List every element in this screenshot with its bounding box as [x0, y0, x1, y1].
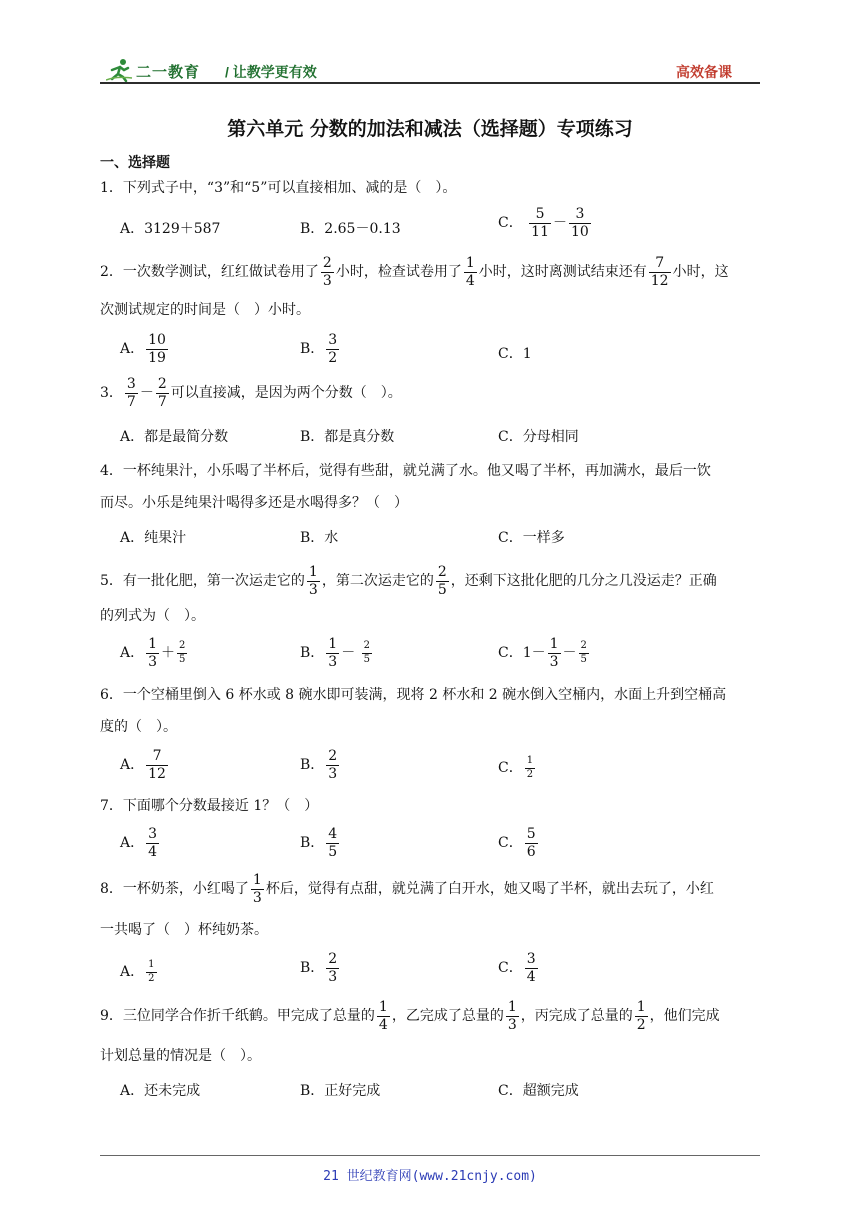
operator: －: [553, 215, 567, 232]
q1-option-b: B．2.65－0.13: [300, 221, 401, 237]
q8-option-c: [498, 952, 540, 984]
fraction: [125, 377, 138, 409]
numerator: 1: [526, 755, 534, 766]
header-right-label: 高效备课: [676, 64, 732, 80]
fraction: [362, 641, 372, 665]
question-9-line-1: [100, 1000, 720, 1032]
q9-text: ，乙完成了总量的: [391, 1008, 504, 1025]
numerator: 1: [507, 999, 517, 1015]
q1-option-a: A．3129＋587: [120, 221, 221, 237]
q5-text: 5．有一批化肥，第一次运走它的: [100, 573, 305, 590]
operator: －: [562, 645, 577, 662]
runner-logo-icon: [106, 58, 134, 82]
option-prefix: A．: [120, 835, 145, 852]
numerator: 1: [252, 872, 262, 888]
denominator: 2: [148, 972, 155, 984]
fraction: [326, 952, 339, 984]
fraction: [548, 637, 561, 669]
denominator: 3: [322, 272, 332, 289]
q2-text: 小时，检查试卷用了: [335, 264, 462, 281]
option-prefix: A．: [120, 757, 145, 774]
fraction: [635, 1000, 648, 1032]
fraction: [464, 256, 477, 288]
denominator: 2: [636, 1016, 646, 1033]
fraction: [436, 565, 449, 597]
option-prefix: B．: [300, 757, 325, 774]
option-prefix: B．: [300, 960, 325, 977]
option-prefix: B．: [300, 645, 325, 662]
denominator: 11: [531, 223, 549, 240]
fraction: [307, 565, 320, 597]
option-prefix: C．: [498, 960, 523, 977]
question-1: 1．下列式子中，“3”和“5”可以直接相加、减的是（ ）。: [100, 180, 457, 196]
question-2-line-1: [100, 256, 729, 288]
denominator: 3: [328, 765, 338, 782]
numerator: 1: [636, 999, 646, 1015]
q2-text: 小时，这时离测试结束还有: [478, 264, 647, 281]
page-title: 第六单元 分数的加法和减法（选择题）专项练习: [227, 118, 633, 140]
q4-option-c: C．一样多: [498, 530, 565, 546]
fraction: [251, 873, 264, 905]
q7-option-b: [300, 827, 341, 859]
numerator: 3: [148, 826, 158, 842]
q7-option-c: [498, 827, 540, 859]
q8-text: 杯后，觉得有点甜，就兑满了白开水，她又喝了半杯，就出去玩了，小红: [265, 881, 714, 898]
footer-link[interactable]: 21 世纪教育网(www.21cnjy.com): [323, 1169, 537, 1184]
denominator: 5: [580, 653, 587, 665]
denominator: 5: [437, 581, 447, 598]
question-7: 7．下面哪个分数最接近 1？（ ）: [100, 798, 319, 814]
question-3: [100, 377, 402, 409]
fraction: [326, 333, 339, 365]
fraction: [326, 827, 339, 859]
q9-option-a: A．还未完成: [120, 1083, 201, 1099]
q3-option-c: C．分母相同: [498, 429, 579, 445]
q3-option-b: B．都是真分数: [300, 429, 395, 445]
numerator: 2: [328, 951, 338, 967]
denominator: 2: [526, 768, 534, 780]
denominator: 5: [363, 653, 371, 665]
fraction: [146, 960, 156, 984]
question-6-line-1: 6．一个空桶里倒入 6 杯水或 8 碗水即可装满，现将 2 杯水和 2 碗水倒入空桶内，水面上升到空桶高: [100, 687, 727, 703]
denominator: 3: [549, 653, 559, 670]
header-slogan: / 让教学更有效: [225, 64, 317, 80]
numerator: 10: [148, 332, 166, 348]
denominator: 7: [126, 393, 136, 410]
numerator: 1: [328, 636, 338, 652]
option-prefix: A．: [120, 341, 145, 358]
numerator: 2: [437, 564, 447, 580]
option-prefix: C．: [498, 760, 523, 776]
numerator: 2: [322, 255, 332, 271]
fraction: [525, 756, 535, 780]
question-4-line-2: 而尽。小乐是纯果汁喝得多还是水喝得多？（ ）: [100, 495, 408, 511]
denominator: 5: [179, 653, 186, 665]
fraction: [156, 377, 169, 409]
numerator: 2: [328, 748, 338, 764]
logo-text: 二一教育: [136, 64, 201, 81]
denominator: 2: [328, 349, 338, 366]
q3-text: 可以直接减，是因为两个分数（ ）。: [170, 385, 402, 402]
q6-option-c: [498, 756, 537, 780]
numerator: 7: [152, 748, 162, 764]
numerator: 3: [526, 951, 536, 967]
question-8-line-2: 一共喝了（ ）杯纯奶茶。: [100, 922, 268, 938]
fraction: [525, 827, 538, 859]
denominator: 4: [148, 843, 158, 860]
numerator: 1: [465, 255, 475, 271]
q8-option-b: [300, 952, 341, 984]
numerator: 3: [126, 376, 136, 392]
denominator: 3: [328, 968, 338, 985]
q2-option-a: [120, 333, 170, 365]
q5-text: ，还剩下这批化肥的几分之几没运走？正确: [450, 573, 717, 590]
denominator: 19: [148, 349, 166, 366]
option-prefix: A．: [120, 964, 145, 980]
q6-option-b: [300, 749, 341, 781]
footer-divider: [100, 1155, 760, 1156]
denominator: 3: [252, 889, 262, 906]
denominator: 6: [526, 843, 536, 860]
header-divider: [100, 82, 760, 84]
fraction: [377, 1000, 390, 1032]
denominator: 4: [526, 968, 536, 985]
numerator: 5: [535, 206, 545, 222]
fraction: [146, 827, 159, 859]
fraction: [177, 641, 187, 665]
denominator: 3: [507, 1016, 517, 1033]
q5-option-b: [300, 637, 374, 669]
q2-option-b: [300, 333, 341, 365]
q2-option-c: C．1: [498, 346, 532, 362]
numerator: 1: [308, 564, 318, 580]
fraction: [146, 749, 168, 781]
q7-option-a: [120, 827, 161, 859]
question-9-line-2: 计划总量的情况是（ ）。: [100, 1048, 261, 1064]
numerator: 7: [655, 255, 665, 271]
q1-c-prefix: C．: [498, 215, 523, 232]
numerator: 2: [157, 376, 167, 392]
q9-text: 9．三位同学合作折千纸鹤。甲完成了总量的: [100, 1008, 375, 1025]
numerator: 5: [526, 826, 536, 842]
q5-option-c: [498, 637, 591, 669]
denominator: 3: [328, 653, 338, 670]
logo: [106, 58, 216, 84]
question-5-line-1: [100, 565, 717, 597]
denominator: 5: [328, 843, 338, 860]
operator: －: [341, 645, 356, 662]
fraction: [146, 333, 168, 365]
option-prefix: B．: [300, 341, 325, 358]
option-prefix: B．: [300, 835, 325, 852]
option-prefix: C．: [498, 835, 523, 852]
q6-option-a: [120, 749, 170, 781]
operator: －: [139, 385, 154, 402]
question-6-line-2: 度的（ ）。: [100, 719, 177, 735]
page-header: [100, 58, 760, 84]
q8-text: 8．一杯奶茶，小红喝了: [100, 881, 249, 898]
numerator: 1: [378, 999, 388, 1015]
numerator: 1: [148, 636, 158, 652]
q4-option-a: A．纯果汁: [120, 530, 187, 546]
q3-option-a: A．都是最简分数: [120, 429, 229, 445]
q2-text: 小时，这: [672, 264, 729, 281]
denominator: 7: [157, 393, 167, 410]
q5-text: ，第二次运走它的: [321, 573, 434, 590]
denominator: 3: [148, 653, 158, 670]
denominator: 12: [650, 272, 669, 289]
denominator: 4: [465, 272, 475, 289]
q9-option-c: C．超额完成: [498, 1083, 579, 1099]
question-4-line-1: 4．一杯纯果汁，小乐喝了半杯后，觉得有些甜，就兑满了水。他又喝了半杯，再加满水，最后一饮: [100, 463, 711, 479]
fraction: [321, 256, 334, 288]
option-prefix: A．: [120, 645, 145, 662]
numerator: 3: [575, 206, 585, 222]
fraction: [529, 207, 551, 239]
q5-option-a: [120, 637, 189, 669]
question-8-line-1: [100, 873, 714, 905]
option-prefix: C．1－: [498, 645, 546, 662]
denominator: 12: [148, 765, 166, 782]
numerator: 2: [580, 640, 587, 652]
q9-text: ，丙完成了总量的: [520, 1008, 633, 1025]
question-5-line-2: 的列式为（ ）。: [100, 608, 205, 624]
question-2-line-2: 次测试规定的时间是（ ）小时。: [100, 302, 310, 318]
q2-text: 2．一次数学测试，红红做试卷用了: [100, 264, 319, 281]
q4-option-b: B．水: [300, 530, 339, 546]
fraction: [579, 641, 589, 665]
fraction: [326, 637, 339, 669]
q8-option-a: [120, 960, 159, 984]
numerator: 2: [179, 640, 186, 652]
denominator: 10: [571, 223, 589, 240]
q9-text: ，他们完成: [649, 1008, 720, 1025]
numerator: 4: [328, 826, 338, 842]
denominator: 4: [378, 1016, 388, 1033]
q3-number: 3．: [100, 385, 123, 402]
q1-option-c: [498, 207, 593, 239]
numerator: 2: [363, 640, 371, 652]
fraction: [525, 952, 538, 984]
section-heading: 一、选择题: [100, 154, 170, 170]
fraction: [326, 749, 339, 781]
q9-option-b: B．正好完成: [300, 1083, 381, 1099]
fraction: [649, 256, 671, 288]
denominator: 3: [308, 581, 318, 598]
fraction: [146, 637, 159, 669]
fraction: [569, 207, 591, 239]
numerator: 3: [328, 332, 338, 348]
numerator: 1: [549, 636, 559, 652]
operator: ＋: [161, 645, 176, 662]
fraction: [506, 1000, 519, 1032]
numerator: 1: [148, 959, 155, 970]
